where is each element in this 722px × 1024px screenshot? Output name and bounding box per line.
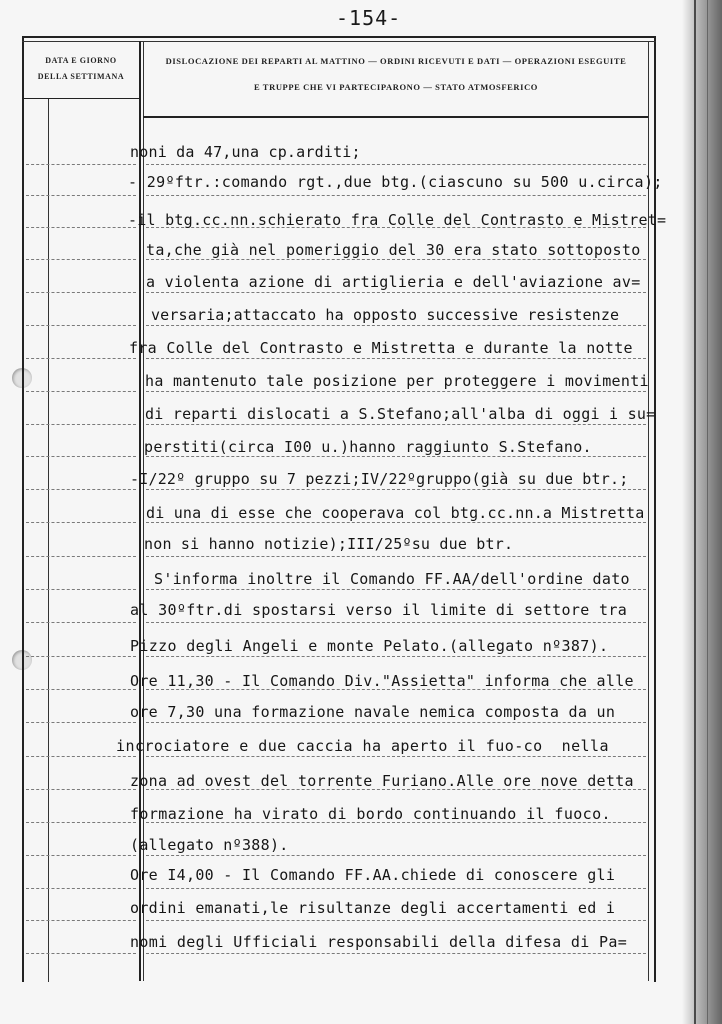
date-column-ruled-line bbox=[26, 456, 136, 457]
typed-line: ta,che già nel pomeriggio del 30 era stato sottoposto bbox=[146, 241, 641, 259]
ruled-line bbox=[146, 855, 646, 856]
typed-line: formazione ha virato di bordo continuando il fuoco. bbox=[130, 805, 611, 823]
date-column-ruled-line bbox=[26, 822, 136, 823]
ruled-line bbox=[146, 920, 646, 921]
main-column-heading-line2: E TRUPPE CHE VI PARTECIPARONO — STATO ATMOSFERICO bbox=[253, 82, 539, 92]
date-column-heading-line2: DELLA SETTIMANA bbox=[37, 72, 125, 81]
typed-line: noni da 47,una cp.arditi; bbox=[130, 143, 361, 161]
typed-line: incrociatore e due caccia ha aperto il fuo-co nella bbox=[116, 737, 609, 755]
typed-line: Ore I4,00 - Il Comando FF.AA.chiede di conoscere gli bbox=[130, 866, 616, 884]
date-column-ruled-line bbox=[26, 689, 136, 690]
typed-line: non si hanno notizie);III/25ºsu due btr. bbox=[144, 535, 514, 553]
ruled-line bbox=[146, 556, 646, 557]
typed-line: versaria;attaccato ha opposto successive resistenze bbox=[151, 306, 620, 324]
typed-line: (allegato nº388). bbox=[130, 836, 289, 854]
scan-edge-shadow bbox=[682, 0, 722, 1024]
typed-line: nomi degli Ufficiali responsabili della difesa di Pa= bbox=[130, 933, 628, 951]
date-column-ruled-line bbox=[26, 855, 136, 856]
ruled-line bbox=[146, 953, 646, 954]
ruled-line bbox=[146, 456, 646, 457]
ruled-line bbox=[146, 756, 646, 757]
date-header-bottom-rule bbox=[22, 98, 140, 99]
ruled-line bbox=[146, 358, 646, 359]
typed-line: S'informa inoltre il Comando FF.AA/dell'ordine dato bbox=[154, 570, 630, 588]
date-column-ruled-line bbox=[26, 622, 136, 623]
typed-line: di una di esse che cooperava col btg.cc.nn.a Mistretta bbox=[146, 504, 645, 522]
typed-line: perstiti(circa I00 u.)hanno raggiunto S.Stefano. bbox=[144, 438, 592, 456]
main-header-bottom-rule bbox=[143, 116, 649, 118]
main-column-heading-line1: DISLOCAZIONE DEI REPARTI AL MATTINO — ORDINI RICEVUTI E DATI — OPERAZIONI ESEGUITE bbox=[165, 56, 627, 66]
typed-line: ore 7,30 una formazione navale nemica composta da un bbox=[130, 703, 616, 721]
ruled-line bbox=[146, 489, 646, 490]
date-column-ruled-line bbox=[26, 195, 136, 196]
typed-line: -il btg.cc.nn.schierato fra Colle del Contrasto e Mistret= bbox=[128, 211, 667, 229]
ruled-line bbox=[146, 325, 646, 326]
typed-line: ha mantenuto tale posizione per proteggere i movimenti bbox=[145, 372, 649, 390]
typed-line: ordini emanati,le risultanze degli accertamenti ed i bbox=[130, 899, 616, 917]
date-column-ruled-line bbox=[26, 424, 136, 425]
date-column-ruled-line bbox=[26, 391, 136, 392]
ruled-line bbox=[146, 722, 646, 723]
date-column-ruled-line bbox=[26, 953, 136, 954]
ruled-line bbox=[146, 292, 646, 293]
date-column-ruled-line bbox=[26, 656, 136, 657]
typed-line: -I/22º gruppo su 7 pezzi;IV/22ºgruppo(già su due btr.; bbox=[130, 470, 629, 488]
ruled-line bbox=[146, 164, 646, 165]
date-column-ruled-line bbox=[26, 164, 136, 165]
date-column-ruled-line bbox=[26, 325, 136, 326]
date-column-ruled-line bbox=[26, 556, 136, 557]
ruled-line bbox=[146, 589, 646, 590]
typed-line: fra Colle del Contrasto e Mistretta e durante la notte bbox=[129, 339, 633, 357]
ruled-line bbox=[146, 391, 646, 392]
date-column-ruled-line bbox=[26, 489, 136, 490]
ruled-line bbox=[146, 195, 646, 196]
ruled-line bbox=[146, 424, 646, 425]
date-column-ruled-line bbox=[26, 259, 136, 260]
page-number: -154- bbox=[336, 6, 402, 30]
date-column-ruled-line bbox=[26, 756, 136, 757]
date-column-ruled-line bbox=[26, 888, 136, 889]
ruled-line bbox=[146, 259, 646, 260]
date-column-ruled-line bbox=[26, 722, 136, 723]
ledger-frame-top-inner bbox=[22, 41, 656, 42]
typed-line: zona ad ovest del torrente Furiano.Alle ore nove detta bbox=[130, 772, 634, 790]
date-column-heading-line1: DATA E GIORNO bbox=[45, 56, 117, 65]
ruled-line bbox=[146, 622, 646, 623]
date-column-ruled-line bbox=[26, 358, 136, 359]
typed-line: - 29ºftr.:comando rgt.,due btg.(ciascuno su 500 u.circa); bbox=[128, 173, 663, 191]
scan-edge-line bbox=[694, 0, 696, 1024]
typed-line: Pizzo degli Angeli e monte Pelato.(allegato nº387). bbox=[130, 637, 609, 655]
ruled-line bbox=[146, 522, 646, 523]
typed-line: al 30ºftr.di spostarsi verso il limite di settore tra bbox=[130, 601, 628, 619]
date-column-ruled-line bbox=[26, 227, 136, 228]
date-column-ruled-line bbox=[26, 920, 136, 921]
typed-line: a violenta azione di artiglieria e dell'aviazione av= bbox=[146, 273, 641, 291]
typed-line: di reparti dislocati a S.Stefano;all'alba di oggi i su= bbox=[145, 405, 656, 423]
scan-edge-line-secondary bbox=[707, 0, 708, 1024]
ruled-line bbox=[146, 888, 646, 889]
typed-line: Ore 11,30 - Il Comando Div."Assietta" informa che alle bbox=[130, 672, 634, 690]
date-column-ruled-line bbox=[26, 789, 136, 790]
ruled-line bbox=[146, 656, 646, 657]
date-column-inner-line bbox=[48, 99, 49, 982]
date-column-ruled-line bbox=[26, 292, 136, 293]
date-column-ruled-line bbox=[26, 522, 136, 523]
date-column-ruled-line bbox=[26, 589, 136, 590]
